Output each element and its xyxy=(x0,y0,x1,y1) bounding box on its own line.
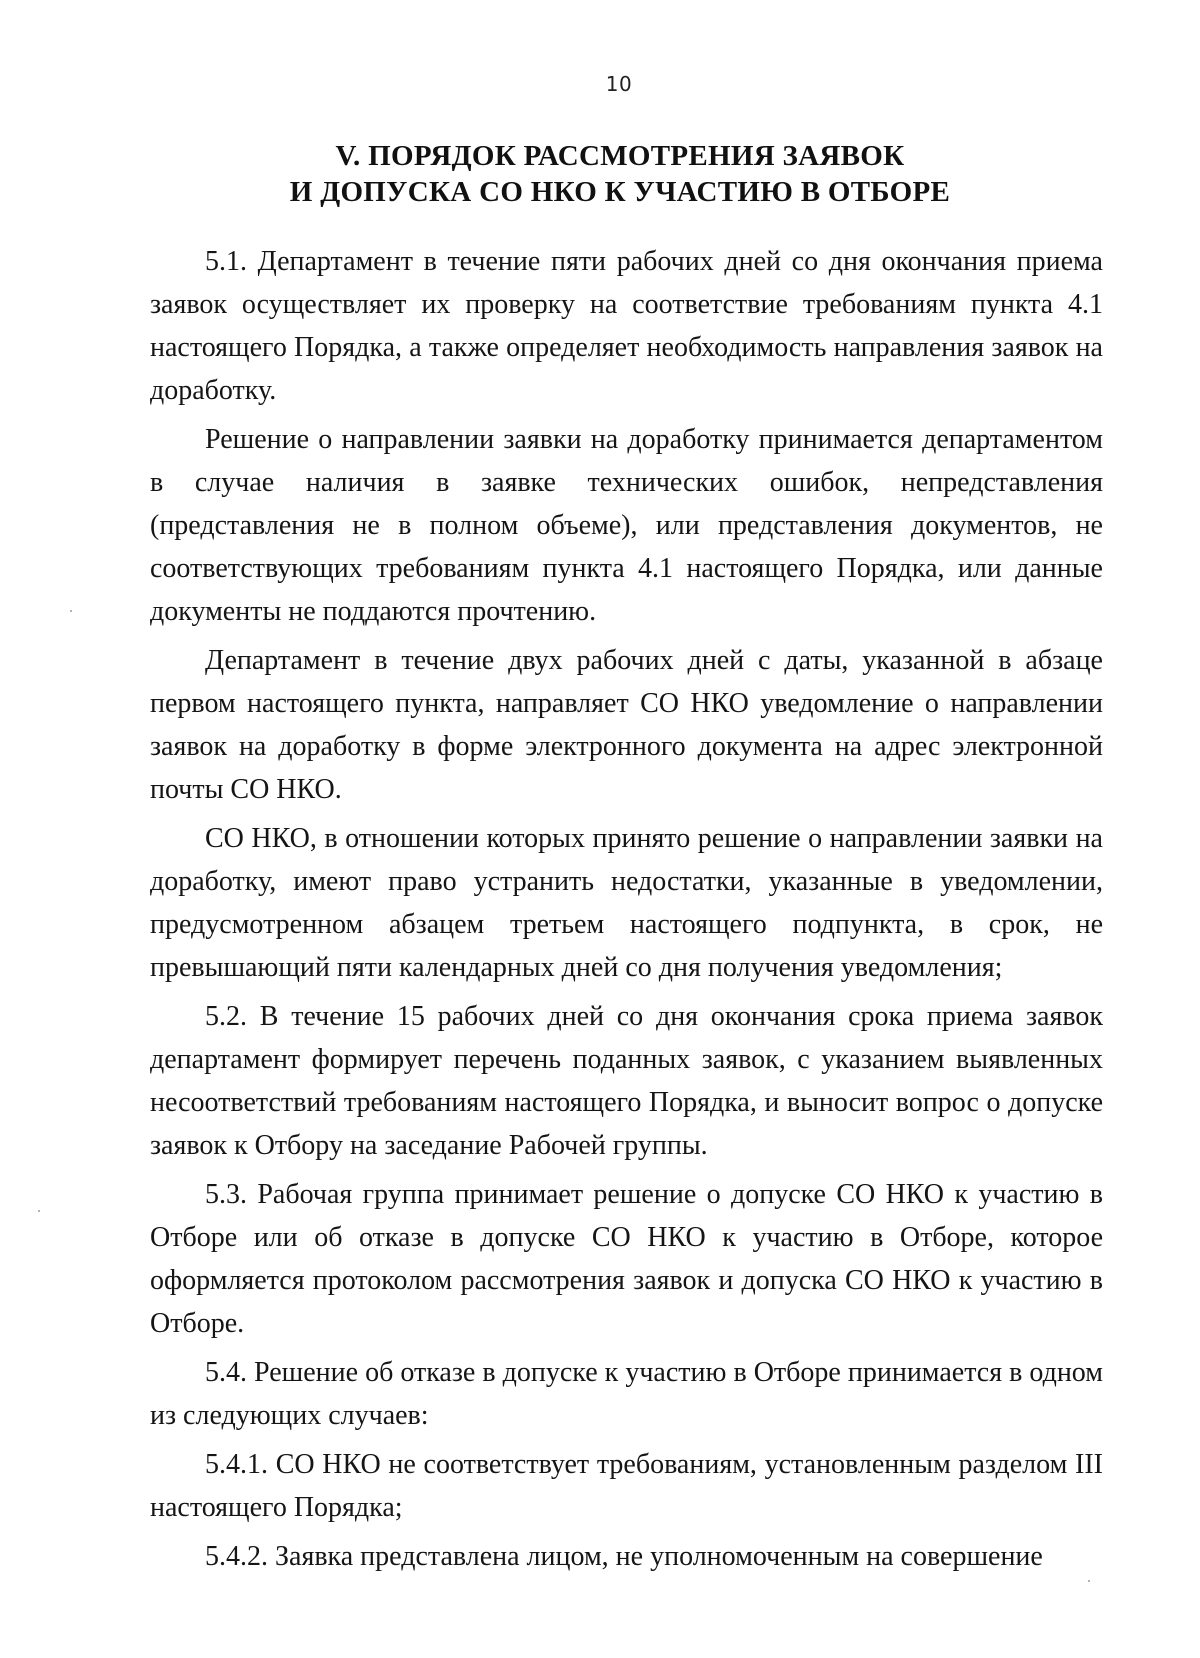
paragraph-5-4-2: 5.4.2. Заявка представлена лицом, не уполномоченным на совершение xyxy=(205,1541,1043,1572)
paragraph-notification: Департамент в течение двух рабочих дней с даты, указанной в абзаце первом настоящего пункта, направляет СО НКО уведомление о направлении заявок на доработку в форме электронного документа на адрес электронной почты СО НКО. xyxy=(150,645,1103,805)
scan-speck xyxy=(38,1210,40,1212)
paragraph-right-to-fix: СО НКО, в отношении которых принято решение о направлении заявки на доработку, имеют право устранить недостатки, указанные в уведомлении, предусмотренном абзацем третьем настоящего подпункта, в срок, не превышающий пяти календарных дней со дня получения уведомления; xyxy=(150,823,1103,983)
section-heading-line-1: V. ПОРЯДОК РАССМОТРЕНИЯ ЗАЯВОК xyxy=(335,140,905,172)
scan-speck xyxy=(1088,1580,1090,1582)
page-number: 10 xyxy=(605,72,633,96)
section-heading-line-2: И ДОПУСКА СО НКО К УЧАСТИЮ В ОТБОРЕ xyxy=(289,176,951,208)
paragraph-5-2: 5.2. В течение 15 рабочих дней со дня окончания срока приема заявок департамент формирует перечень поданных заявок, с указанием выявленных несоответствий требованиям настоящего Порядка, и выносит вопрос о допуске заявок к Отбору на заседание Рабочей группы. xyxy=(150,1001,1103,1161)
paragraph-5-3: 5.3. Рабочая группа принимает решение о допуске СО НКО к участию в Отборе или об отказе в допуске СО НКО к участию в Отборе, которое оформляется протоколом рассмотрения заявок и допуска СО НКО к участию в Отборе. xyxy=(150,1179,1103,1339)
paragraph-5-1: 5.1. Департамент в течение пяти рабочих дней со дня окончания приема заявок осуществляет их проверку на соответствие требованиям пункта 4.1 настоящего Порядка, а также определяет необходимость направления заявок на доработку. xyxy=(150,246,1103,406)
section-heading xyxy=(150,138,1090,210)
paragraph-return-decision: Решение о направлении заявки на доработку принимается департаментом в случае наличия в заявке технических ошибок, непредставления (представления не в полном объеме), или представления документов, не соответствующих требованиям пункта 4.1 настоящего Порядка, или данные документы не поддаются прочтению. xyxy=(150,424,1103,627)
paragraph-5-4-1: 5.4.1. СО НКО не соответствует требованиям, установленным разделом III настоящего Порядка; xyxy=(150,1449,1103,1523)
body-text xyxy=(150,240,1103,1584)
scan-speck xyxy=(70,610,72,612)
paragraph-5-4: 5.4. Решение об отказе в допуске к участию в Отборе принимается в одном из следующих случаев: xyxy=(150,1357,1103,1431)
